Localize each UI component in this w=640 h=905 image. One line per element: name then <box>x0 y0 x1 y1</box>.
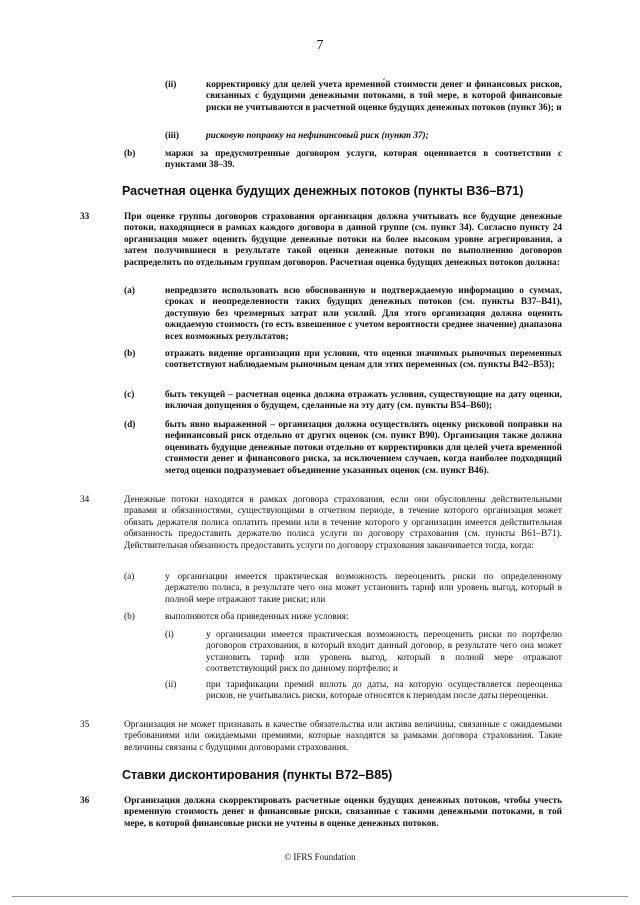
item-label: (d) <box>124 420 136 430</box>
item-label: (b) <box>124 349 136 359</box>
scan-edge-line <box>12 896 628 897</box>
paragraph-text: Организация не может признавать в качестве обязательства или актива величины, связанные с ожидаемыми требованиями или ожидаемыми премиями, которые находятся за рамками договора страхования. Такие величины связаны с будущими договорами страхования. <box>124 720 562 753</box>
footer-copyright: © IFRS Foundation <box>284 852 356 862</box>
paragraph-number: 36 <box>80 796 90 806</box>
item-text: непредвзято использовать всю обоснованную и подтверждаемую информацию о суммах, сроках и неопределенности таких будущих денежных потоков (см. пункты B37–B41), доступную без чрезмерных затрат или усилий. Для этого организация должна оценить ожидаемую стоимость (то есть взвешенное с учетом вероятности среднее значение) диапазона всех возможных результатов; <box>165 286 562 342</box>
item-text: у организации имеется практическая возможность переоценить риски по портфелю договоров страхования, в который входит данный договор, в результате чего она может установить тариф или уровень выгод, который в полной мере отражают соответствующий риск по данному портфелю; и <box>206 630 562 675</box>
item-text: у организации имеется практическая возможность переоценить риски по определенному держателю полиса, в результате чего она может установить тариф или уровень выгод, который в полной мере отражают такие риски; или <box>165 572 562 605</box>
item-text: отражать видение организации при условии, что оценки значимых рыночных переменных соответствуют наблюдаемым рыночным ценам для этих переменных (см. пункты B42–B53); <box>165 349 562 371</box>
item-label: (b) <box>124 149 136 159</box>
item-label: (c) <box>124 390 135 400</box>
paragraph-number: 33 <box>80 212 90 222</box>
item-text: маржи за предусмотренные договором услуги, которая оценивается в соответствии с пунктами 38–39. <box>165 149 562 171</box>
item-label: (a) <box>124 286 135 296</box>
item-text: быть текущей – расчетная оценка должна отражать условия, существующие на дату оценки, включая допущения о будущем, сделанные на эту дату (см. пункты B54–B60); <box>165 390 562 412</box>
item-text: быть явно выраженной – организация должна осуществлять оценку рисковой поправки на нефинансовый риск отдельно от других оценок (см. пункт B90). Организация также должна оценивать будущие денежные потоки отдельно от корректировки для целей учета временно́й стоимости денег и финансового риска, за исключением случаев, когда наиболее подходящий метод оценки подразумевает объединение указанных оценок (см. пункт B46). <box>165 420 562 476</box>
item-text: рисковую поправку на нефинансовый риск (пункт 37); <box>206 131 429 141</box>
paragraph-number: 34 <box>80 495 90 505</box>
item-text: выполняются оба приведенных ниже условия: <box>165 612 349 622</box>
item-label: (a) <box>124 572 135 582</box>
paragraph-number: 35 <box>80 720 90 730</box>
section-heading: Расчетная оценка будущих денежных потоков (пункты B36–B71) <box>122 184 524 198</box>
item-label: (b) <box>124 612 135 622</box>
item-label: (i) <box>165 630 174 640</box>
paragraph-text: Организация должна скорректировать расчетные оценки будущих денежных потоков, чтобы учесть временну́ю стоимость денег и финансовые риски, связанные с такими денежными потоками, в той мере, в которой финансовые риски не учтены в оценке денежных потоков. <box>124 796 562 829</box>
item-label: (iii) <box>165 131 179 141</box>
page-number: 7 <box>316 38 324 53</box>
section-heading: Ставки дисконтирования (пункты B72–B85) <box>122 768 393 782</box>
item-text: корректировку для целей учета временно́й стоимости денег и финансовых рисков, связанных с будущими денежными потоками, в той мере, в которой финансовые риски не учитываются в расчетной оценке будущих денежных потоков (пункт 36); и <box>206 80 562 113</box>
item-text: при тарификации премий вплоть до даты, на которую осуществляется переоценка рисков, не учитывались риски, которые относятся к периодам после даты переоценки. <box>206 680 562 702</box>
paragraph-text: Денежные потоки находятся в рамках договора страхования, если они обусловлены действительными правами и обязанностями, существующими в отчетном периоде, в течение которого организация может обязать держателя полиса оплатить премии или в течение которого у организации имеется действительная обязанность предоставить держателю полиса услуги по договору страхования (см. пункты B61–B71). Действительная обязанность предоставить услуги по договору страхования заканчивается тогда, когда: <box>124 495 562 551</box>
item-label: (ii) <box>165 680 177 690</box>
item-label: (ii) <box>165 80 177 90</box>
paragraph-text: При оценке группы договоров страхования организация должна учитывать все будущие денежные потоки, находящиеся в рамках каждого договора в данной группе (см. пункт 34). Согласно пункту 24 организация может оценить будущие денежные потоки на более высоком уровне агрегирования, а затем получившиеся в результате такой оценки денежные потоки по выполнению договоров распределить по отдельным группам договоров. Расчетная оценка будущих денежных потоков должна: <box>124 212 562 268</box>
